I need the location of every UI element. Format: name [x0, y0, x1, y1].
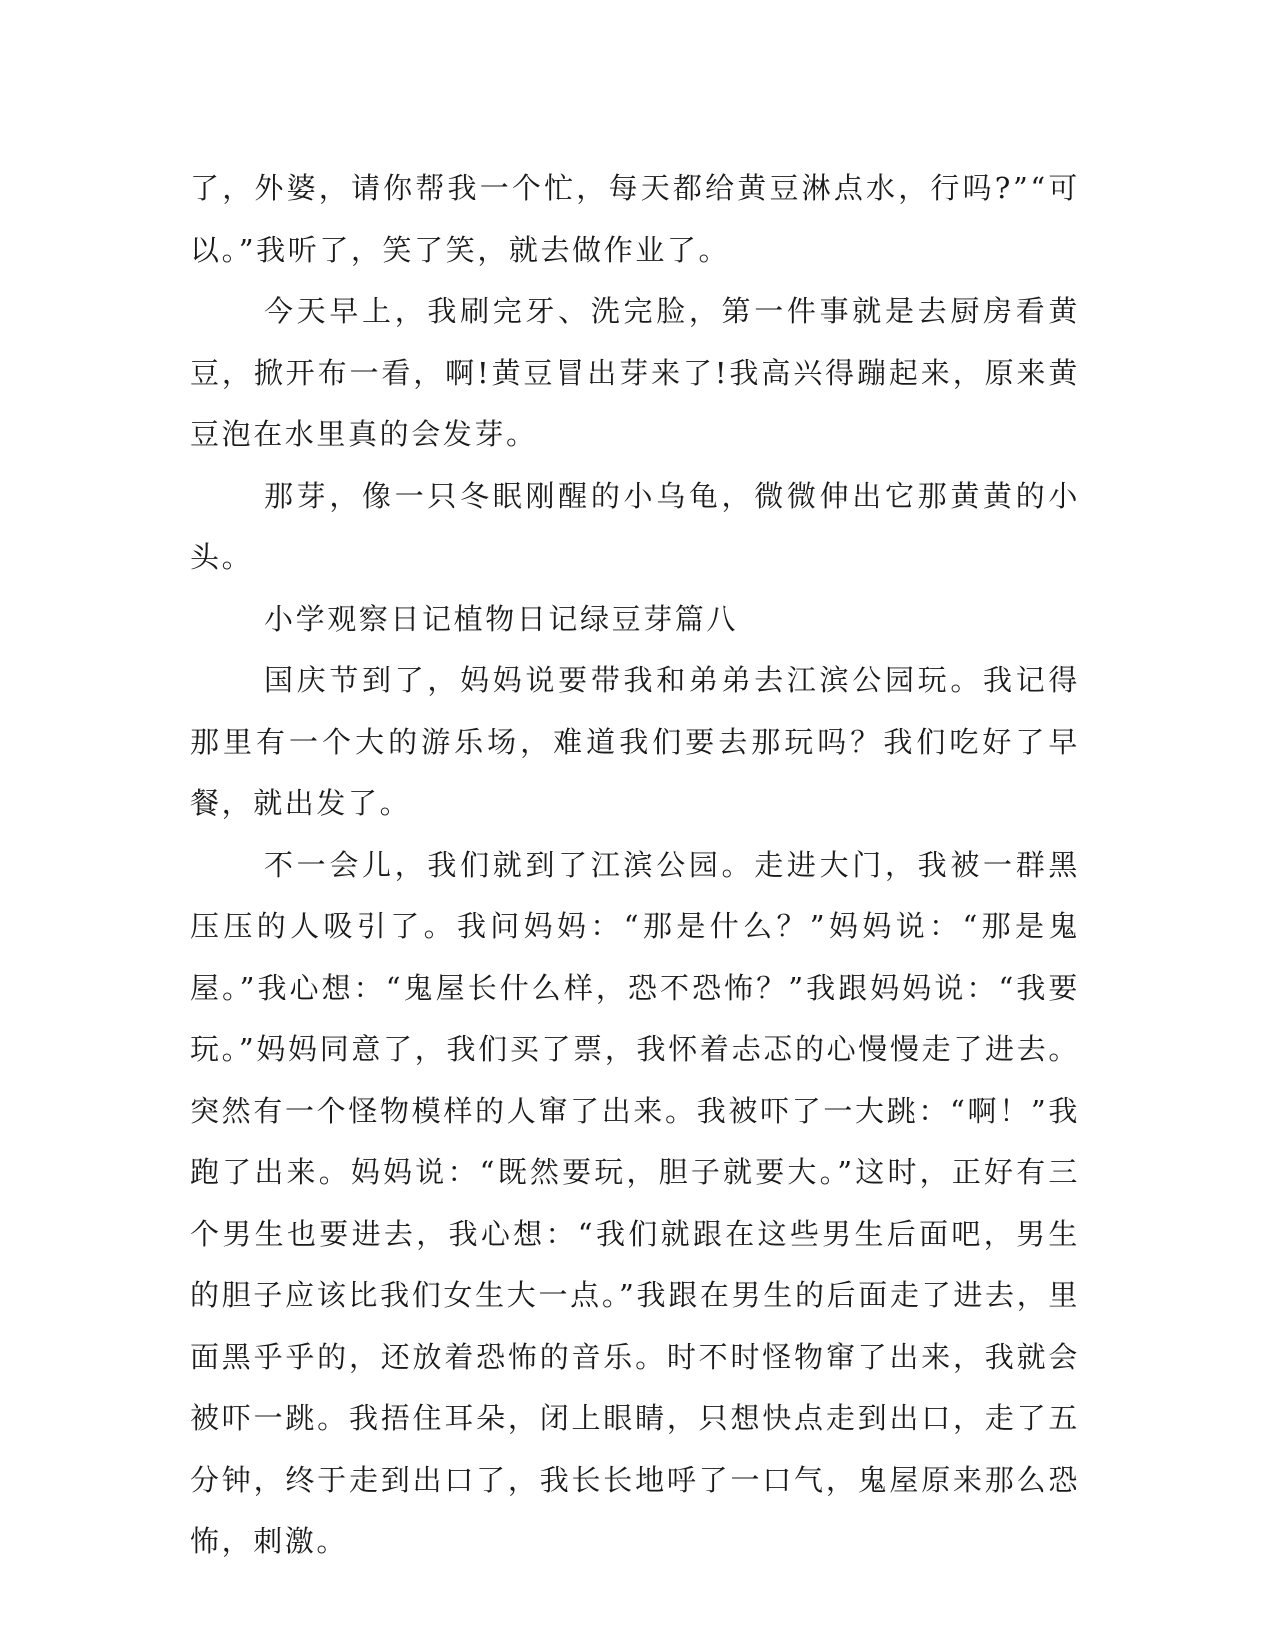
paragraph-1: 了，外婆，请你帮我一个忙，每天都给黄豆淋点水，行吗?”“可以。”我听了，笑了笑，就去做作业了。 — [190, 171, 1080, 267]
section-heading: 小学观察日记植物日记绿豆芽篇八 — [264, 601, 739, 636]
document-body — [190, 158, 1080, 1573]
paragraph-5: 不一会儿，我们就到了江滨公园。走进大门，我被一群黑压压的人吸引了。我问妈妈：“那是什么？”妈妈说：“那是鬼屋。”我心想：“鬼屋长什么样，恐不恐怖？”我跟妈妈说：“我要玩。”妈妈同意了，我们买了票，我怀着忐忑的心慢慢走了进去。突然有一个怪物模样的人窜了出来。我被吓了一大跳：“啊！”我跑了出来。妈妈说：“既然要玩，胆子就要大。”这时，正好有三个男生也要进去，我心想：“我们就跟在这些男生后面吧，男生的胆子应该比我们女生大一点。”我跟在男生的后面走了进去，里面黑乎乎的，还放着恐怖的音乐。时不时怪物窜了出来，我就会被吓一跳。我捂住耳朵，闭上眼睛，只想快点走到出口，走了五分钟，终于走到出口了，我长长地呼了一口气，鬼屋原来那么恐怖，刺激。 — [190, 847, 1080, 1558]
paragraph-2: 今天早上，我刷完牙、洗完脸，第一件事就是去厨房看黄豆，掀开布一看，啊!黄豆冒出芽来了!我高兴得蹦起来，原来黄豆泡在水里真的会发芽。 — [190, 294, 1080, 451]
paragraph-4: 国庆节到了，妈妈说要带我和弟弟去江滨公园玩。我记得那里有一个大的游乐场，难道我们要去那玩吗？我们吃好了早餐，就出发了。 — [190, 663, 1080, 820]
paragraph-3: 那芽，像一只冬眠刚醒的小乌龟，微微伸出它那黄黄的小头。 — [190, 478, 1080, 574]
